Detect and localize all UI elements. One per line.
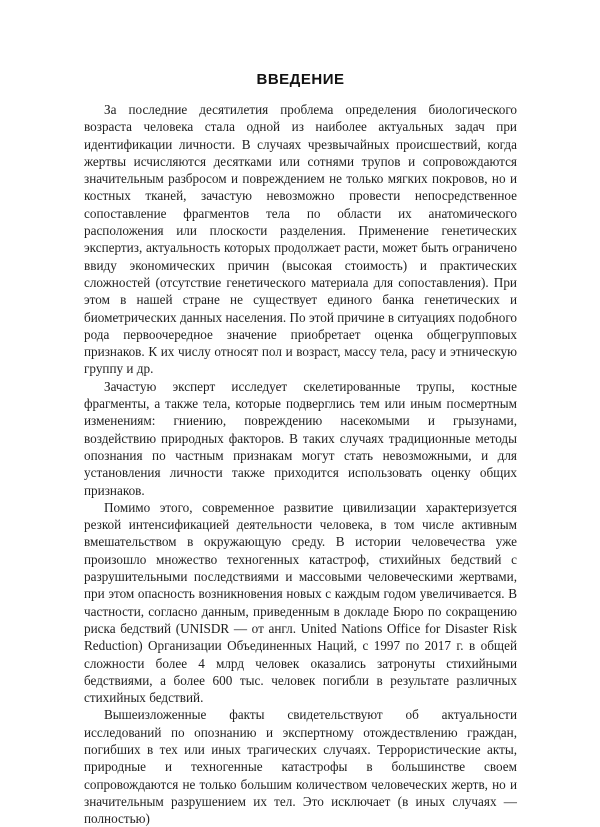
- paragraph-4: Вышеизложенные факты свидетельствуют об актуальности исследований по опознанию и экспертному отождествлению граждан, погибших в тех или иных трагических случаях. Террористические акты, природные и техногенные катастрофы в большинстве своем сопровождаются не только большим количеством человеческих жертв, но и значительным разрушением их тел. Это исключает (в иных случаях — полностью): [84, 707, 517, 827]
- page-title: ВВЕДЕНИЕ: [256, 71, 345, 88]
- paragraph-1: За последние десятилетия проблема определения биологического возраста человека стала одной из наиболее актуальных задач при идентификации личности. В случаях чрезвычайных происшествий, когда жертвы исчисляются десятками или сотнями трупов и сопровождаются значительным разбросом и повреждением не только мягких покровов, но и костных тканей, зачастую невозможно провести непосредственное сопоставление фрагментов тела по области их анатомического расположения или плоскости разделения. Применение генетических экспертиз, актуальность которых продолжает расти, может быть ограничено ввиду экономических причин (высокая стоимость) и практических сложностей (отсутствие генетического материала для сопоставления). При этом в нашей стране не существует единого банка генетических и биометрических данных населения. По этой причине в ситуациях подобного рода первоочередное значение приобретает оценка общегрупповых признаков. К их числу относят пол и возраст, массу тела, расу и этническую группу и др.: [84, 102, 517, 377]
- paragraph-3: Помимо этого, современное развитие цивилизации характеризуется резкой интенсификацией деятельности человека, в том числе активным вмешательством в окружающую среду. В истории человечества уже произошло множество техногенных катастроф, стихийных бедствий с разрушительными последствиями и массовыми человеческими жертвами, при этом опасность возникновения новых с каждым годом увеличивается. В частности, согласно данным, приведенным в докладе Бюро по сокращению риска бедствий (UNISDR — от англ. United Nations Office for Disaster Risk Reduction) Организации Объединенных Наций, с 1997 по 2017 г. в общей сложности более 4 млрд человек оказались затронуты стихийными бедствиями, а более 600 тыс. человек погибли в результате различных стихийных бедствий.: [84, 499, 517, 706]
- page-content: [84, 70, 517, 827]
- paragraph-2: Зачастую эксперт исследует скелетированные трупы, костные фрагменты, а также тела, которые подверглись тем или иным посмертным изменениям: гниению, повреждению насекомыми и грызунами, воздействию природных факторов. В таких случаях традиционные методы опознания по частным признакам могут стать невозможными, и для установления личности также приходится использовать оценку общих признаков.: [84, 378, 517, 498]
